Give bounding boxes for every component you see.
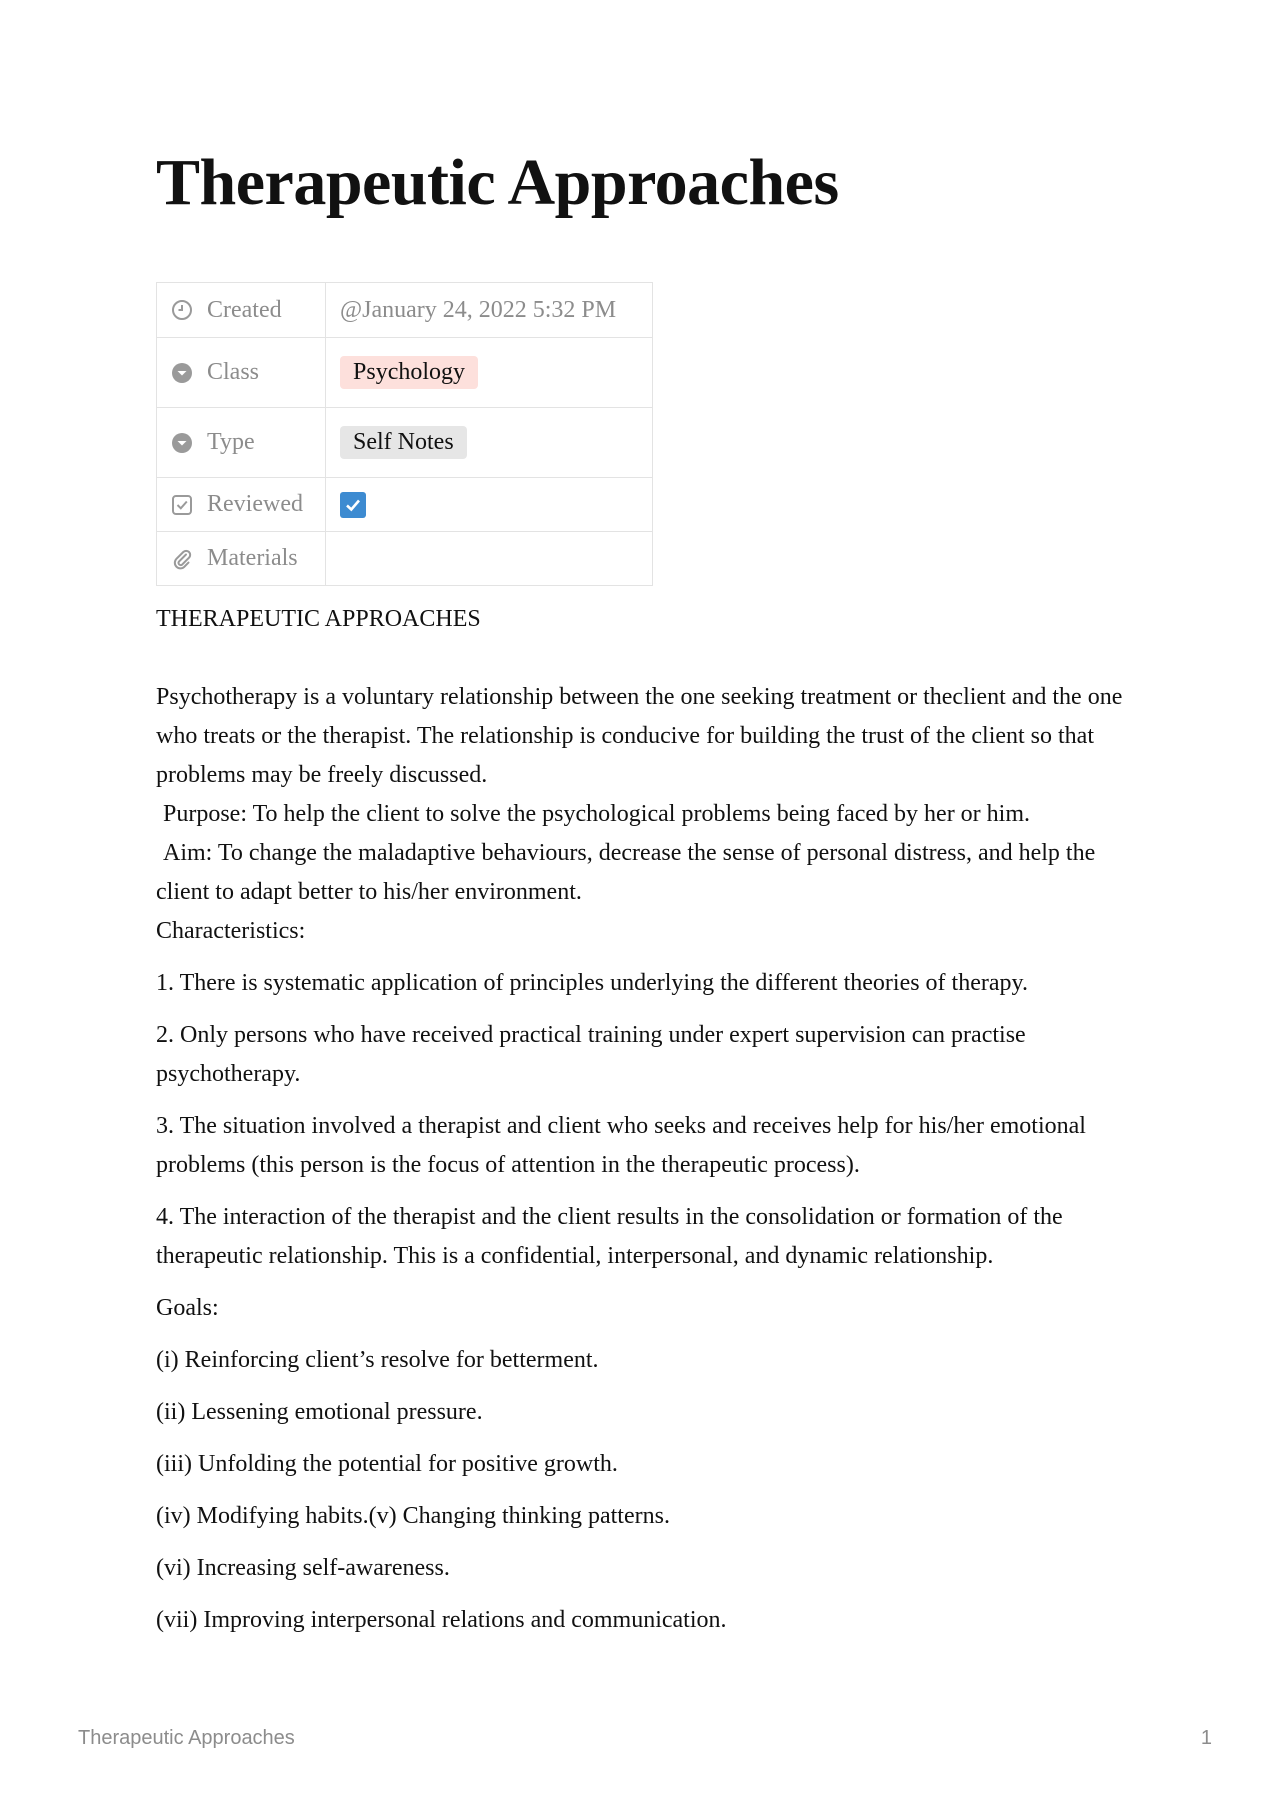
property-row-type bbox=[157, 408, 653, 478]
checkmark-icon bbox=[343, 495, 363, 515]
property-row-reviewed bbox=[157, 478, 653, 532]
property-row-materials bbox=[157, 532, 653, 586]
note-body bbox=[156, 600, 1136, 1640]
characteristic-item: 4. The interaction of the therapist and the client results in the consolidation or formation of the therapeutic relationship. This is a confidential, interpersonal, and dynamic relationship. bbox=[156, 1204, 1063, 1269]
footer-title: Therapeutic Approaches bbox=[78, 1727, 295, 1749]
goal-item: (vii) Improving interpersonal relations and communication. bbox=[156, 1607, 727, 1633]
goal-item: (i) Reinforcing client’s resolve for betterment. bbox=[156, 1347, 599, 1373]
goals-label: Goals: bbox=[156, 1295, 219, 1321]
property-label-type: Type bbox=[207, 429, 255, 455]
goal-item: (iv) Modifying habits.(v) Changing thinking patterns. bbox=[156, 1503, 670, 1529]
characteristics-label: Characteristics: bbox=[156, 918, 306, 944]
class-tag[interactable]: Psychology bbox=[340, 356, 478, 389]
characteristic-item: 2. Only persons who have received practical training under expert supervision can practise psychotherapy. bbox=[156, 1022, 1026, 1087]
checkbox-icon bbox=[171, 494, 193, 516]
property-label-created: Created bbox=[207, 296, 282, 323]
page-title: Therapeutic Approaches bbox=[156, 146, 839, 219]
select-icon bbox=[171, 432, 193, 454]
created-date-value: @January 24, 2022 5:32 PM bbox=[340, 296, 617, 323]
intro-paragraph: Psychotherapy is a voluntary relationship between the one seeking treatment or theclient and the one who treats or the therapist. The relationship is conducive for building the trust of the client so that problems may be freely discussed. bbox=[156, 684, 1123, 788]
purpose-paragraph: Purpose: To help the client to solve the psychological problems being faced by her or him. bbox=[163, 801, 1031, 827]
characteristic-item: 3. The situation involved a therapist and client who seeks and receives help for his/her emotional problems (this person is the focus of attention in the therapeutic process). bbox=[156, 1113, 1086, 1178]
properties-table bbox=[156, 282, 653, 586]
footer-page-number: 1 bbox=[1200, 1727, 1212, 1749]
reviewed-checkbox[interactable] bbox=[340, 492, 366, 518]
property-row-class bbox=[157, 338, 653, 408]
goal-item: (iii) Unfolding the potential for positive growth. bbox=[156, 1451, 618, 1477]
property-label-materials: Materials bbox=[207, 545, 298, 571]
select-icon bbox=[171, 362, 193, 384]
property-label-reviewed: Reviewed bbox=[207, 491, 303, 517]
property-row-created bbox=[157, 283, 653, 338]
type-tag[interactable]: Self Notes bbox=[340, 426, 467, 459]
goal-item: (vi) Increasing self-awareness. bbox=[156, 1555, 450, 1581]
property-label-class: Class bbox=[207, 359, 260, 385]
page-header bbox=[156, 146, 1126, 219]
goal-item: (ii) Lessening emotional pressure. bbox=[156, 1399, 483, 1425]
section-heading: THERAPEUTIC APPROACHES bbox=[156, 606, 481, 632]
clock-icon bbox=[171, 299, 193, 321]
paperclip-icon bbox=[171, 548, 193, 570]
characteristic-item: 1. There is systematic application of principles underlying the different theories of therapy. bbox=[156, 970, 1028, 996]
materials-value[interactable] bbox=[326, 532, 653, 586]
aim-paragraph: Aim: To change the maladaptive behaviours, decrease the sense of personal distress, and help the client to adapt better to his/her environment. bbox=[156, 840, 1096, 905]
